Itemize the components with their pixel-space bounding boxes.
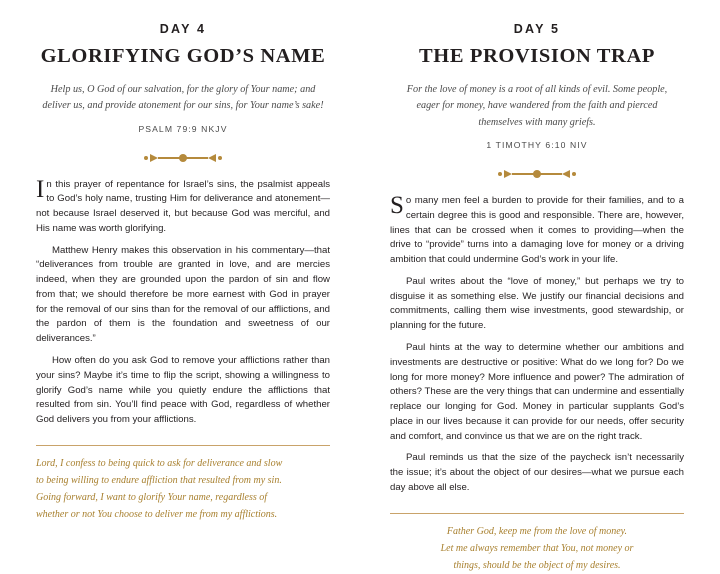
scripture-reference: PSALM 79:9 NKJV bbox=[138, 123, 228, 134]
prayer-text bbox=[36, 455, 330, 524]
prayer-section bbox=[36, 445, 330, 524]
prayer-line: Let me always remember that You, not money or bbox=[440, 542, 634, 554]
prayer-line: things, should be the object of my desires. bbox=[453, 560, 621, 572]
drop-cap: I bbox=[36, 175, 45, 203]
paragraph: Paul writes about the “love of money,” but perhaps we try to disguise it as something else. We justify our financial decisions and commitments, calling them wise investments, good stewardship, or planning for the future. bbox=[390, 275, 684, 332]
day-label: DAY 4 bbox=[159, 22, 207, 36]
prayer-line: whether or not You choose to deliver me from my afflictions. bbox=[36, 509, 278, 521]
prayer-divider bbox=[36, 445, 330, 446]
paragraph-text: o many men feel a burden to provide for their families, and to a certain degree this is good and responsible. There are, however, lines that can be crossed when it comes to providing—when the drive to “provide” turns into a damaging love for money or a driving ambition that could undermine God’s work in your life. bbox=[390, 195, 684, 266]
paragraph: Paul hints at the way to determine whether our ambitions and investments are destructive or positive: What do we long for? Do we long for more money? More influence and power? The admiration of others? These are the very things that can undermine and essentially replace our longing for God. Money in particular supplants God’s place in our lives because it can provide for our needs, offer security and comfort, and convince us that we are on the right track. bbox=[390, 341, 684, 442]
paragraph bbox=[390, 194, 684, 268]
paragraph: How often do you ask God to remove your afflictions rather than your sins? Maybe it’s time to flip the script, showing a willingness to glorify God’s name while you quietly endure the afflictions that resulted from sin. You’ll find peace with God, regardless of whether God delivers you from your afflictions. bbox=[36, 355, 330, 426]
scripture-verse: Help us, O God of our salvation, for the glory of Your name; and deliver us, and provide atonement for our sins, for Your name’s sake! bbox=[42, 83, 324, 112]
prayer-divider bbox=[390, 513, 684, 514]
page-day-4 bbox=[0, 0, 360, 521]
paragraph: Paul reminds us that the size of the paycheck isn’t necessarily the issue; it’s about the object of our desires—what we pursue each day above all else. bbox=[390, 452, 684, 493]
drop-cap: S bbox=[390, 192, 404, 220]
prayer-section bbox=[390, 513, 684, 574]
page-title: THE PROVISION TRAP bbox=[419, 45, 655, 67]
prayer-line: Lord, I confess to being quick to ask for deliverance and slow bbox=[36, 457, 283, 469]
page-day-5 bbox=[360, 0, 720, 572]
fleuron-divider-icon bbox=[36, 150, 330, 166]
paragraph: Matthew Henry makes this observation in his commentary—that “deliverances from trouble are granted in love, and are mercies indeed, when they are grounded upon the pardon of sin and flow from that; we should therefore be more earnest with God in prayer for the removal of our sins than for the removal of our afflictions, and the pardon of them is the foundation and sweetness of our deliverances.” bbox=[36, 244, 330, 345]
day-label: DAY 5 bbox=[513, 22, 561, 36]
paragraph-text: n this prayer of repentance for Israel’s sins, the psalmist appeals to God’s holy name, trusting Him for deliverance and atonement—not because Israel deserved it, but because God was merciful, and His name was worth glorifying. bbox=[36, 178, 330, 234]
prayer-text bbox=[390, 523, 684, 574]
scripture-verse: For the love of money is a root of all kinds of evil. Some people, eager for money, have wandered from the faith and pierced themselves with many griefs. bbox=[406, 83, 668, 128]
paragraph bbox=[36, 175, 330, 237]
prayer-line: Going forward, I want to glorify Your name, regardless of bbox=[36, 492, 268, 504]
scripture-reference: 1 TIMOTHY 6:10 NIV bbox=[486, 140, 588, 151]
fleuron-divider-icon bbox=[390, 166, 684, 182]
page-title: GLORIFYING GOD’S NAME bbox=[40, 45, 326, 67]
prayer-line: Father God, keep me from the love of money. bbox=[446, 525, 628, 537]
devotional-body bbox=[36, 175, 330, 435]
devotional-body bbox=[390, 194, 684, 503]
prayer-line: to being willing to endure affliction that resulted from my sin. bbox=[36, 475, 282, 487]
